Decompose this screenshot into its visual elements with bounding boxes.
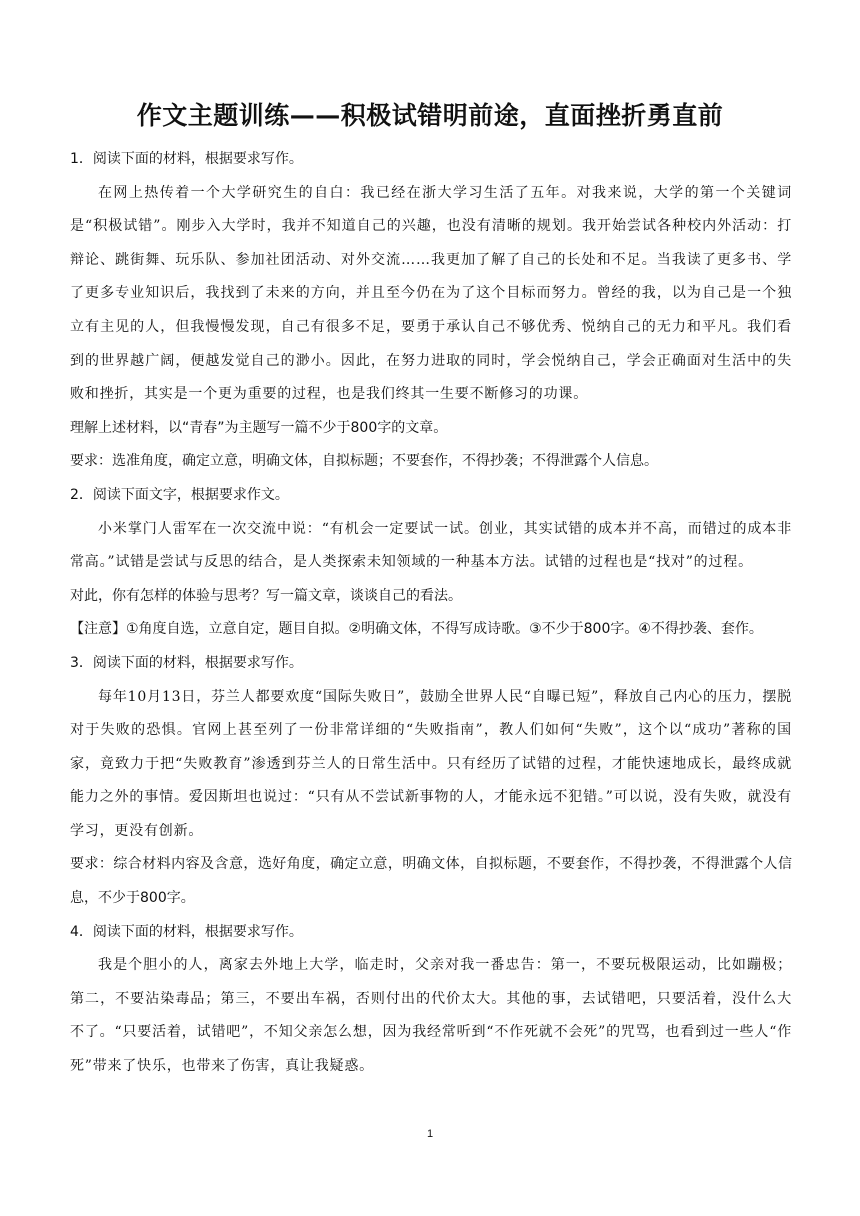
question-3-material: 每年10月13日，芬兰人都要欢度“国际失败日”，鼓励全世界人民“自曝已短”，释放自己内心的压力，摆脱对于失败的恐惧。官网上甚至列了一份非常详细的“失败指南”，教人们如何“失败”，这个以“成功”著称的国家，竟致力于把“失败教育”渗透到芬兰人的日常生活中。只有经历了试错的过程，才能快速地成长，最终成就能力之外的事情。爱因斯坦也说过：“只有从不尝试新事物的人，才能永远不犯错。”可以说，没有失败，就没有学习，更没有创新。 [70, 688, 792, 839]
question-1-task: 理解上述材料，以“青春”为主题写一篇不少于800字的文章。 [70, 419, 448, 436]
question-3-requirement: 要求：综合材料内容及含意，选好角度，确定立意，明确文体，自拟标题，不要套作，不得抄袭，不得泄露个人信息，不少于800字。 [70, 856, 792, 907]
question-2-heading: 2．阅读下面文字，根据要求作文。 [70, 486, 289, 503]
question-3-heading: 3．阅读下面的材料，根据要求写作。 [70, 654, 303, 671]
question-4-heading: 4．阅读下面的材料，根据要求写作。 [70, 923, 303, 940]
question-2-task: 对此，你有怎样的体验与思考？写一篇文章，谈谈自己的看法。 [70, 587, 462, 604]
page-number: 1 [426, 1128, 434, 1140]
question-1-heading: 1．阅读下面的材料，根据要求写作。 [70, 151, 303, 167]
document-body [70, 143, 792, 1084]
question-2-material: 小米掌门人雷军在一次交流中说：“有机会一定要试一试。创业，其实试错的成本并不高，而错过的成本非常高。”试错是尝试与反思的结合，是人类探索未知领域的一种基本方法。试错的过程也是“找对”的过程。 [70, 520, 792, 571]
question-1-requirement: 要求：选准角度，确定立意，明确文体，自拟标题；不要套作，不得抄袭；不得泄露个人信息。 [70, 453, 658, 470]
question-4-material: 我是个胆小的人，离家去外地上大学，临走时，父亲对我一番忠告：第一，不要玩极限运动，比如蹦极；第二，不要沾染毒品；第三，不要出车祸，否则付出的代价太大。其他的事，去试错吧，只要活着，没什么大不了。“只要活着，试错吧”，不知父亲怎么想，因为我经常听到“不作死就不会死”的咒骂，也看到过一些人“作死”带来了快乐，也带来了伤害，真让我疑惑。 [70, 957, 792, 1075]
document-title: 作文主题训练——积极试错明前途，直面挫折勇直前 [136, 101, 724, 130]
question-2-requirement: 【注意】①角度自选，立意自定，题目自拟。②明确文体，不得写成诗歌。③不少于800字。④不得抄袭、套作。 [70, 621, 763, 638]
question-1-material: 在网上热传着一个大学研究生的自白：我已经在浙大学习生活了五年。对我来说，大学的第一个关键词是“积极试错”。刚步入大学时，我并不知道自己的兴趣，也没有清晰的规划。我开始尝试各种校内外活动：打辩论、跳街舞、玩乐队、参加社团活动、对外交流……我更加了解了自己的长处和不足。当我读了更多书、学了更多专业知识后，我找到了未来的方向，并且至今仍在为了这个目标而努力。曾经的我，以为自己是一个独立有主见的人，但我慢慢发现，自己有很多不足，要勇于承认自己不够优秀、悦纳自己的无力和平凡。我们看到的世界越广阔，便越发觉自己的渺小。因此，在努力进取的同时，学会悦纳自己，学会正确面对生活中的失败和挫折，其实是一个更为重要的过程，也是我们终其一生要不断修习的功课。 [70, 184, 792, 403]
